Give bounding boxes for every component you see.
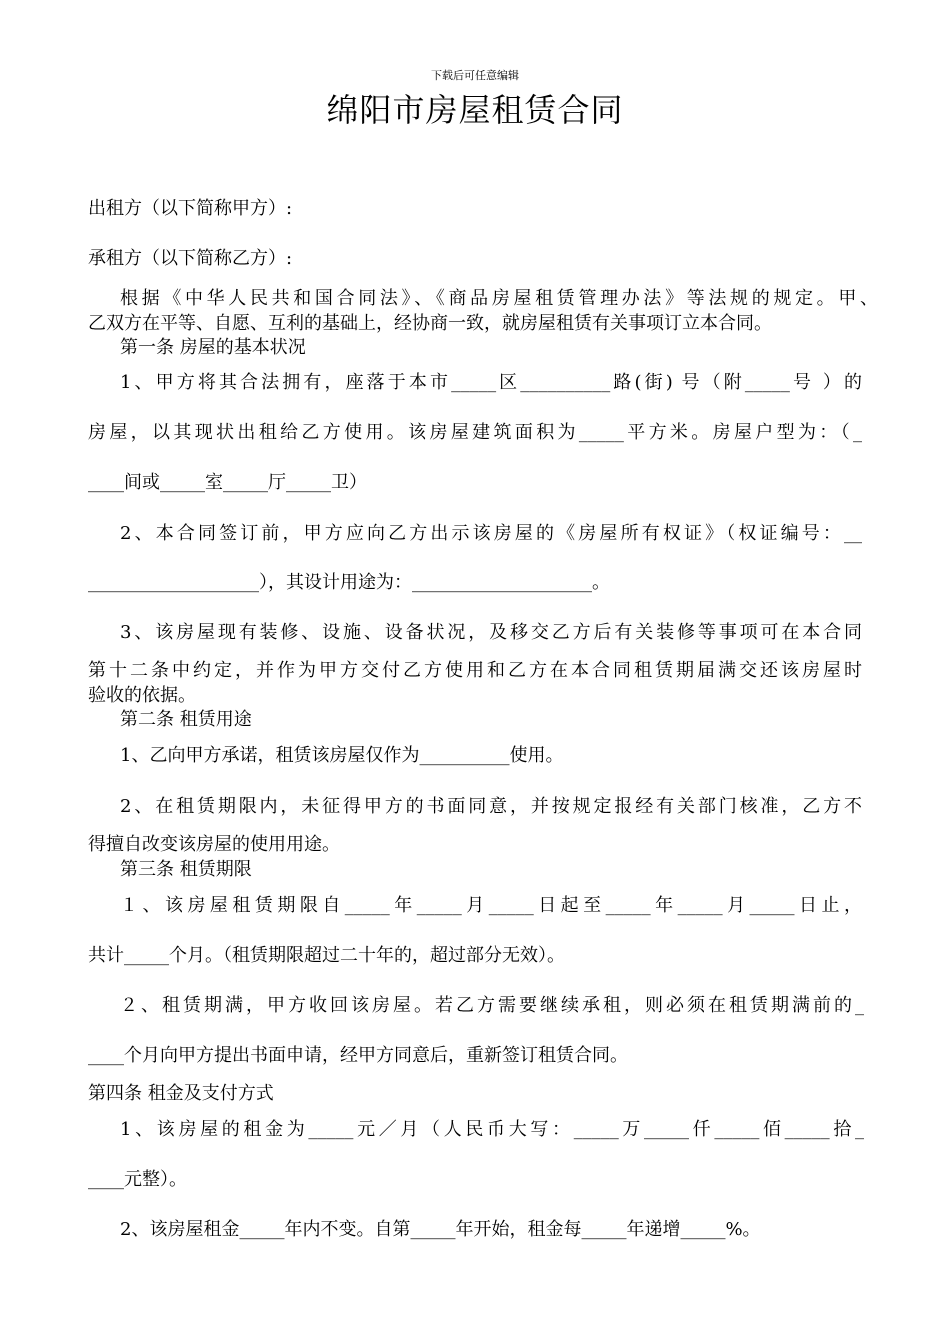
document-title: 绵阳市房屋租赁合同: [326, 91, 624, 129]
article-4-clause-1-line-2: ____元整）。: [88, 1169, 187, 1190]
lessee-line: 承租方（以下简称乙方）:: [88, 248, 293, 269]
lessor-line: 出租方（以下简称甲方）:: [88, 198, 293, 219]
article-1-clause-3-line-2: 第十二条中约定，并作为甲方交付乙方使用和乙方在本合同租赁期届满交还该房屋时: [88, 660, 862, 681]
article-1-clause-1-line-3: ____间或_____室_____厅_____卫）: [88, 472, 367, 493]
preamble-line-1: 根据《中华人民共和国合同法》、《商品房屋租赁管理办法》等法规的规定。甲、: [120, 288, 878, 309]
article-1-clause-3-line-3: 验收的依据。: [88, 685, 196, 706]
article-1-heading: 第一条 房屋的基本状况: [120, 337, 306, 358]
article-1-clause-3-line-1: 3、该房屋现有装修、设施、设备状况，及移交乙方后有关装修等事项可在本合同: [120, 622, 862, 643]
article-2-heading: 第二条 租赁用途: [120, 709, 252, 730]
article-2-clause-2-line-2: 得擅自改变该房屋的使用用途。: [88, 834, 340, 855]
article-4-clause-2: 2、该房屋租金_____年内不变。自第_____年开始，租金每_____年递增_____%。: [120, 1219, 761, 1240]
article-4-clause-1-line-1: 1、该房屋的租金为_____元／月（人民币大写：_____万_____仟_____佰_____拾_: [120, 1119, 864, 1140]
article-1-clause-1-line-1: 1、甲方将其合法拥有，座落于本市_____区__________路(街) 号（附_____号 ）的: [120, 372, 862, 393]
article-2-clause-1: 1、乙向甲方承诺，租赁该房屋仅作为__________使用。: [120, 745, 564, 766]
article-3-clause-2-line-1: ２、租赁期满，甲方收回该房屋。若乙方需要继续承租，则必须在租赁期满前的_: [120, 995, 864, 1016]
article-3-clause-1-line-2: 共计_____个月。（租赁期限超过二十年的，超过部分无效）。: [88, 945, 565, 966]
header-note: 下载后可任意编辑: [431, 69, 519, 82]
article-4-heading: 第四条 租金及支付方式: [88, 1083, 274, 1104]
article-3-clause-1-line-1: １、该房屋租赁期限自_____年_____月_____日起至_____年_____月_____日止，: [120, 895, 862, 916]
article-3-clause-2-line-2: ____个月向甲方提出书面申请，经甲方同意后，重新签订租赁合同。: [88, 1045, 628, 1066]
preamble-line-2: 乙双方在平等、自愿、互利的基础上，经协商一致，就房屋租赁有关事项订立本合同。: [88, 313, 772, 334]
article-1-clause-2-line-1: 2、本合同签订前，甲方应向乙方出示该房屋的《房屋所有权证》（权证编号：__: [120, 523, 862, 544]
article-1-clause-1-line-2: 房屋，以其现状出租给乙方使用。该房屋建筑面积为_____平方米。房屋户型为：（_: [88, 422, 862, 443]
article-2-clause-2-line-1: 2、在租赁期限内，未征得甲方的书面同意，并按规定报经有关部门核准，乙方不: [120, 796, 862, 817]
article-1-clause-2-line-2: ___________________），其设计用途为：____________________。: [88, 572, 610, 593]
article-3-heading: 第三条 租赁期限: [120, 859, 252, 880]
